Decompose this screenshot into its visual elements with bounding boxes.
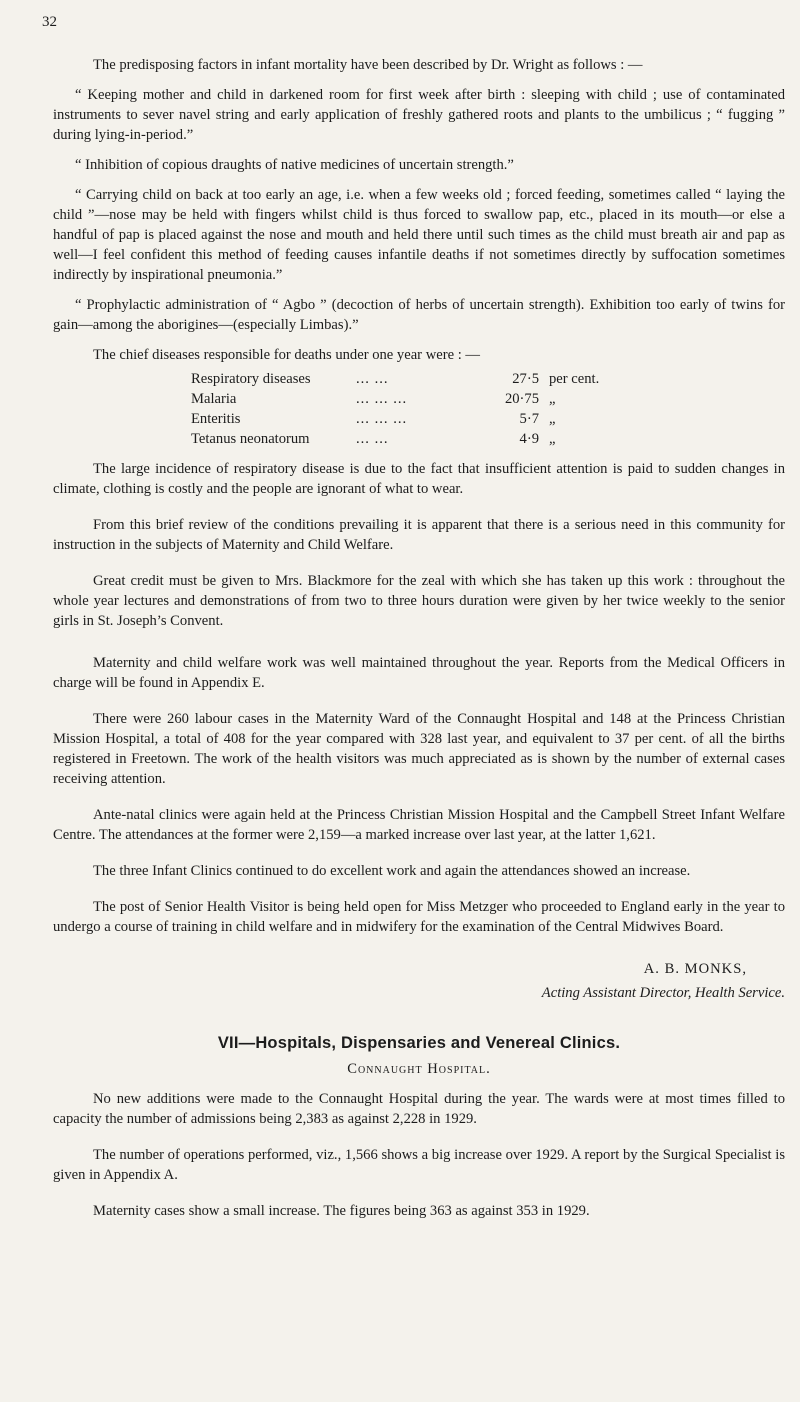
body-paragraph: Great credit must be given to Mrs. Blackmore for the zeal with which she has taken up this work : throughout the whole year lectures and demonstrations of from two to three hours duration were given by her twice weekly to the senior girls in St. Joseph’s Convent. [53, 573, 785, 629]
body-paragraph: The post of Senior Health Visitor is being held open for Miss Metzger who proceeded to England early in the year to undergo a course of training in child welfare and in midwifery for the examination of the Central Midwives Board. [53, 899, 785, 935]
body-paragraph: From this brief review of the conditions prevailing it is apparent that there is a serious need in this community for instruction in the subjects of Maternity and Child Welfare. [53, 517, 785, 553]
disease-unit: „ [549, 411, 556, 427]
page-number: 32 [42, 14, 57, 30]
leader-dots: ... ... [356, 371, 389, 387]
section-heading: VII—Hospitals, Dispensaries and Venereal Clinics. [217, 1034, 621, 1052]
disease-value: 27·5 [512, 371, 539, 387]
leader-dots: ... ... [356, 431, 389, 447]
quote-paragraph: “ Prophylactic administration of “ Agbo ” (decoction of herbs of uncertain strength). Exhibition too early of twins for gain—among the aborigines—(especially Limbas).” [53, 297, 785, 333]
intro-paragraph: The predisposing factors in infant mortality have been described by Dr. Wright as follows : — [93, 57, 643, 73]
quote-paragraph: “ Keeping mother and child in darkened room for first week after birth : sleeping with child ; use of contaminated instruments to sever navel string and early application of freshly gathered roots and plants to the umbilicus ; “ fugging ” during lying-in-period.” [53, 87, 785, 143]
quote-paragraph: “ Carrying child on back at too early an age, i.e. when a few weeks old ; forced feeding, sometimes called “ laying the child ”—nose may be held with fingers whilst child is thus forced to swallow pap, etc., placed in its mouth—or else a handful of pap is placed against the nose and mouth and held there until such times as the child must breath air and pap as well—I feel confident this method of feeding causes infantile deaths if not sometimes directly by suffocation sometimes indirectly by inspirational pneumonia.” [53, 187, 785, 283]
quote-paragraph: “ Inhibition of copious draughts of native medicines of uncertain strength.” [75, 157, 514, 173]
disease-unit: per cent. [549, 371, 600, 387]
disease-name: Tetanus neonatorum [191, 431, 310, 447]
subsection-heading: Connaught Hospital. [347, 1061, 491, 1077]
table-row [191, 369, 599, 389]
disease-name: Malaria [191, 391, 237, 407]
disease-unit: „ [549, 391, 556, 407]
leader-dots: ... ... ... [356, 411, 408, 427]
leader-dots: ... ... ... [356, 391, 408, 407]
disease-value: 4·9 [519, 431, 539, 447]
body-paragraph: Maternity and child welfare work was well maintained throughout the year. Reports from the Medical Officers in charge will be found in Appendix E. [53, 655, 785, 691]
table-row [191, 389, 599, 409]
section-paragraph: The number of operations performed, viz., 1,566 shows a big increase over 1929. A report by the Surgical Specialist is given in Appendix A. [53, 1147, 785, 1183]
body-paragraph: The three Infant Clinics continued to do excellent work and again the attendances showed an increase. [93, 863, 691, 879]
body-paragraph: There were 260 labour cases in the Maternity Ward of the Connaught Hospital and 148 at the Princess Christian Mission Hospital, a total of 408 for the year compared with 328 last year, and equivalent to 37 per cent. of all the births registered in Freetown. The work of the health visitors was much appreciated as is shown by the number of external cases receiving attention. [53, 711, 785, 787]
body-paragraph: The large incidence of respiratory disease is due to the fact that insufficient attention is paid to sudden changes in climate, clothing is costly and the people are ignorant of what to wear. [53, 461, 785, 497]
body-paragraph: Ante-natal clinics were again held at the Princess Christian Mission Hospital and the Campbell Street Infant Welfare Centre. The attendances at the former were 2,159—a marked increase over last year, at the latter 1,621. [53, 807, 785, 843]
disease-value: 20·75 [504, 391, 539, 407]
diseases-table [191, 369, 599, 449]
disease-value: 5·7 [519, 411, 539, 427]
disease-unit: „ [549, 431, 556, 447]
signature-title: Acting Assistant Director, Health Service. [541, 985, 785, 1001]
section-paragraph: Maternity cases show a small increase. The figures being 363 as against 353 in 1929. [93, 1203, 590, 1219]
diseases-intro: The chief diseases responsible for deaths under one year were : — [93, 347, 480, 363]
disease-name: Respiratory diseases [191, 371, 311, 387]
section-paragraph: No new additions were made to the Connaught Hospital during the year. The wards were at most times filled to capacity the number of admissions being 2,383 as against 2,228 in 1929. [53, 1091, 785, 1127]
table-row [191, 429, 599, 449]
disease-name: Enteritis [191, 411, 241, 427]
page-body [53, 55, 785, 1221]
signature-name: A. B. MONKS, [643, 961, 747, 977]
table-row [191, 409, 599, 429]
